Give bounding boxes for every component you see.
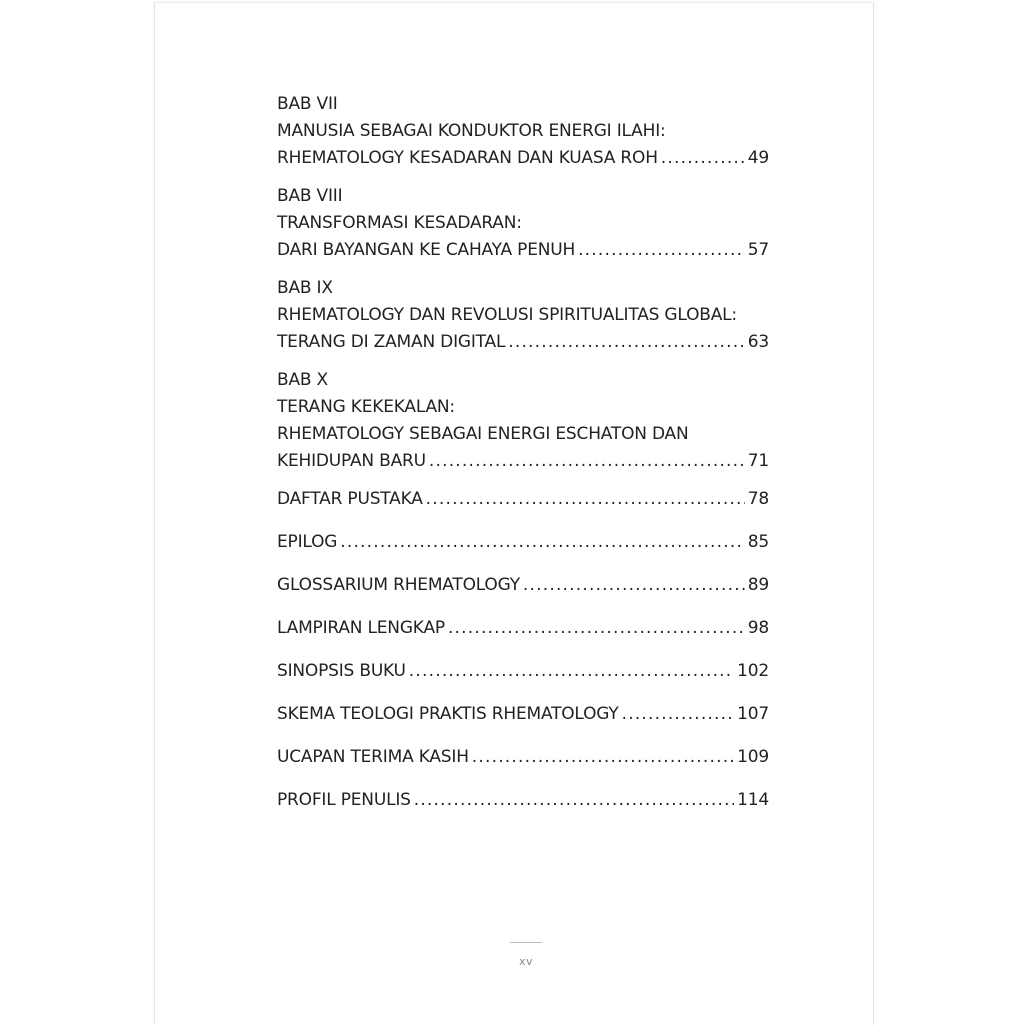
entry-title: SINOPSIS BUKU xyxy=(277,661,406,681)
dot-leader xyxy=(508,329,745,356)
page-number: 102 xyxy=(737,661,769,681)
chapter-title-text: RHEMATOLOGY KESADARAN DAN KUASA ROH xyxy=(277,148,658,168)
toc-entry-skema-teologi[interactable] xyxy=(277,701,769,728)
dot-leader xyxy=(409,658,734,685)
page-number: 98 xyxy=(747,618,769,638)
chapter-title-text: TERANG DI ZAMAN DIGITAL xyxy=(277,332,506,352)
toc-entry-sinopsis[interactable] xyxy=(277,658,769,685)
page-number: 78 xyxy=(747,489,769,509)
chapter-title-last-line xyxy=(277,237,769,264)
chapter-title-last-line xyxy=(277,448,769,475)
toc-entry-epilog[interactable] xyxy=(277,529,769,556)
page-number: 85 xyxy=(747,532,769,552)
toc-chapter-vii[interactable] xyxy=(277,91,769,172)
page-number: 107 xyxy=(737,704,769,724)
toc-entry-profil[interactable] xyxy=(277,787,769,814)
dot-leader xyxy=(472,744,734,771)
entry-title: SKEMA TEOLOGI PRAKTIS RHEMATOLOGY xyxy=(277,704,619,724)
dot-leader xyxy=(448,615,745,642)
chapter-label: BAB VII xyxy=(277,94,338,114)
toc-entry-ucapan[interactable] xyxy=(277,744,769,771)
page-number: 63 xyxy=(747,332,769,352)
dot-leader xyxy=(622,701,735,728)
toc-entry-lampiran[interactable] xyxy=(277,615,769,642)
dot-leader xyxy=(340,529,745,556)
entry-title: PROFIL PENULIS xyxy=(277,790,411,810)
chapter-title-line: RHEMATOLOGY DAN REVOLUSI SPIRITUALITAS GLOBAL: xyxy=(277,305,737,325)
page-number: 71 xyxy=(747,451,769,471)
footer-divider xyxy=(510,942,542,943)
chapter-label: BAB IX xyxy=(277,278,333,298)
toc-chapter-ix[interactable] xyxy=(277,275,769,356)
page-number: 89 xyxy=(747,575,769,595)
page-number: 49 xyxy=(747,148,769,168)
chapter-title-last-line xyxy=(277,329,769,356)
footer-page-number: xv xyxy=(518,955,534,968)
dot-leader xyxy=(429,448,745,475)
dot-leader xyxy=(414,787,734,814)
chapter-title-text: DARI BAYANGAN KE CAHAYA PENUH xyxy=(277,240,576,260)
toc-entry-glossarium[interactable] xyxy=(277,572,769,599)
entry-title: DAFTAR PUSTAKA xyxy=(277,489,423,509)
dot-leader xyxy=(578,237,745,264)
toc-chapter-x[interactable] xyxy=(277,367,769,475)
dot-leader xyxy=(523,572,745,599)
toc-chapter-viii[interactable] xyxy=(277,183,769,264)
toc-entry-daftar-pustaka[interactable] xyxy=(277,486,769,513)
chapter-title-last-line xyxy=(277,145,769,172)
chapter-title-line: MANUSIA SEBAGAI KONDUKTOR ENERGI ILAHI: xyxy=(277,121,666,141)
chapter-title-line: TRANSFORMASI KESADARAN: xyxy=(277,213,522,233)
chapter-title-text: KEHIDUPAN BARU xyxy=(277,451,426,471)
page-number: 114 xyxy=(737,790,769,810)
page-number: 57 xyxy=(747,240,769,260)
entry-title: GLOSSARIUM RHEMATOLOGY xyxy=(277,575,520,595)
chapter-title-line: TERANG KEKEKALAN: xyxy=(277,397,455,417)
entry-title: EPILOG xyxy=(277,532,338,552)
dot-leader xyxy=(426,486,745,513)
dot-leader xyxy=(661,145,745,172)
entry-title: UCAPAN TERIMA KASIH xyxy=(277,747,469,767)
chapter-title-line: RHEMATOLOGY SEBAGAI ENERGI ESCHATON DAN xyxy=(277,424,689,444)
page-number: 109 xyxy=(737,747,769,767)
table-of-contents xyxy=(277,91,769,830)
entry-title: LAMPIRAN LENGKAP xyxy=(277,618,445,638)
chapter-label: BAB VIII xyxy=(277,186,343,206)
chapter-label: BAB X xyxy=(277,370,329,390)
